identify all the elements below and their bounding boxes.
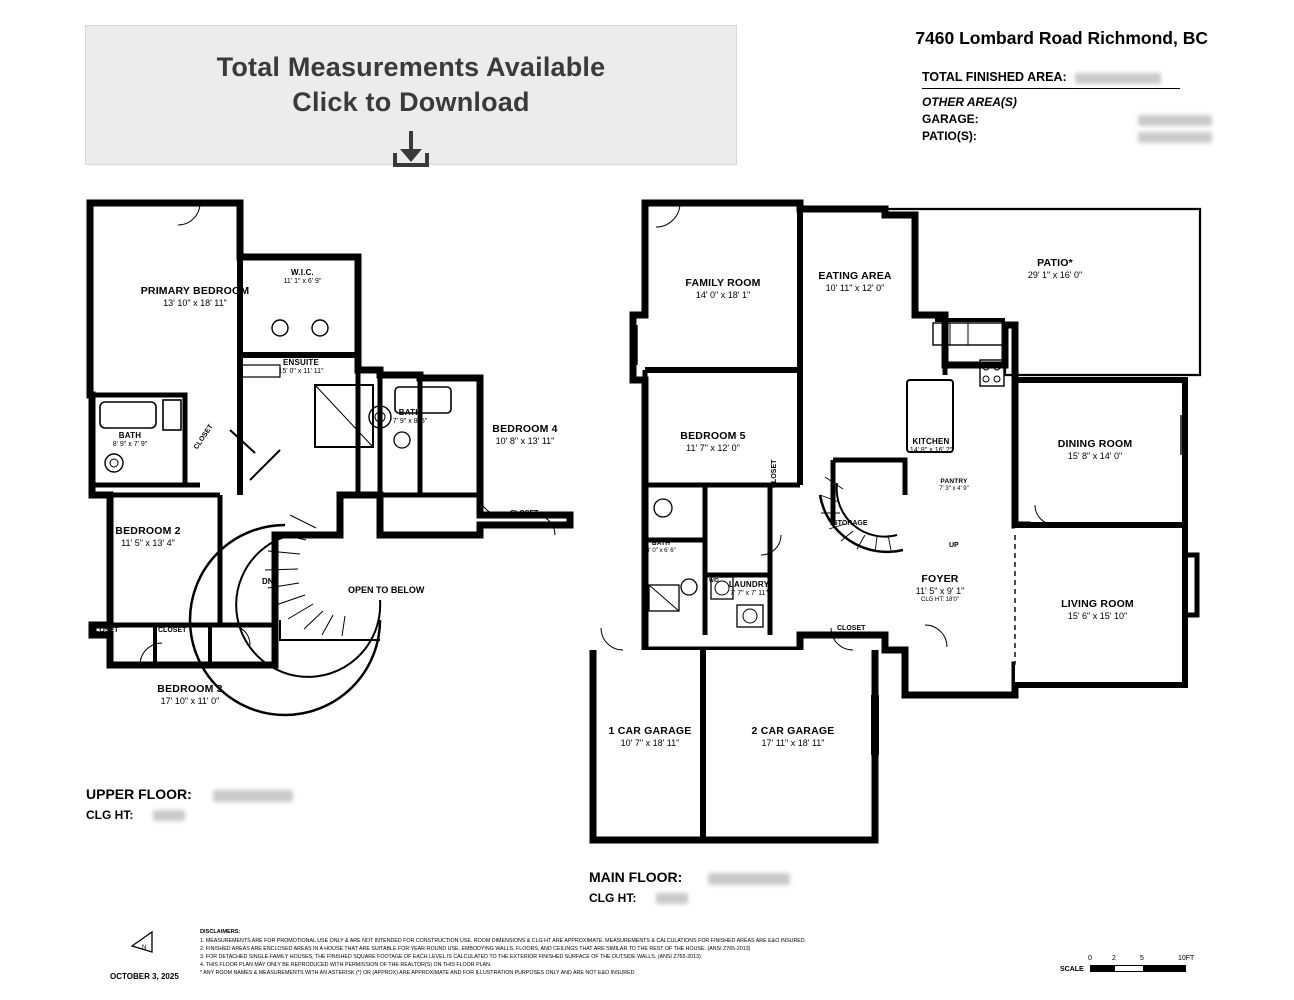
room-patio: PATIO* 29' 1" x 16' 0" — [1027, 257, 1083, 280]
room-1-car-garage: 1 CAR GARAGE 10' 7" x 18' 11" — [608, 725, 692, 748]
garage-label: GARAGE: — [922, 112, 979, 126]
download-measurements-banner[interactable] — [85, 25, 737, 165]
area-divider — [922, 88, 1180, 89]
upper-floor-clg-value — [153, 810, 185, 821]
closet-label-mid: CLOSET — [158, 627, 187, 634]
room-2-car-garage: 2 CAR GARAGE 17' 11" x 18' 11" — [751, 725, 835, 748]
room-family-room: FAMILY ROOM 14' 0" x 18' 1" — [685, 277, 761, 300]
closet-label-entry: CLOSET — [837, 625, 866, 632]
room-foyer: FOYER 11' 5" x 9' 1" CLG HT: 18'0" — [915, 573, 965, 603]
upper-floor-summary-label: UPPER FLOOR: — [86, 786, 192, 802]
main-floor-clg-label: CLG HT: — [589, 891, 637, 905]
open-to-below-label: OPEN TO BELOW — [348, 585, 425, 595]
garage-value — [1138, 115, 1212, 126]
room-dining-room: DINING ROOM 15' 8" x 14' 0" — [1057, 438, 1133, 461]
scale-tick-2: 2 — [1112, 955, 1116, 962]
disclaimer-line-2: 2. FINISHED AREAS ARE ENCLOSED AREAS IN A HOUSE THAT ARE SUITABLE FOR YEAR-ROUND USE, EMBODYING WALLS, FLOORS, AND CEILINGS THAT ARE SIMILAR TO THE REST OF THE HOUSE. (ANSI Z765-2013) — [200, 945, 751, 952]
disclaimer-line-4: 4. THIS FLOOR PLAN MAY ONLY BE REPRODUCED WITH PERMISSION OF THE REALTOR(S) ON THIS FLOOR PLAN. — [200, 962, 492, 969]
upper-floor-summary-value — [213, 790, 293, 802]
patio-label: PATIO(S): — [922, 129, 977, 143]
total-finished-area-row — [922, 70, 1212, 84]
room-bath-main: BATH 8' 0" x 6' 6" — [646, 540, 676, 554]
closet-label-bedroom5: CLOSET — [771, 459, 778, 488]
closet-label-bedroom4: CLOSET — [510, 510, 539, 517]
room-pantry: PANTRY 7' 3" x 4' 9" — [939, 478, 969, 492]
main-floor-summary-label: MAIN FLOOR: — [589, 869, 683, 885]
banner-line-1: Total Measurements Available — [216, 52, 606, 82]
room-kitchen: KITCHEN 14' 8" x 16' 2" — [909, 437, 953, 454]
area-summary-block — [922, 70, 1212, 146]
disclaimers-title: DISCLAIMERS: — [200, 929, 241, 935]
scale-block — [1060, 955, 1230, 975]
stairs-up-label: UP — [949, 542, 959, 549]
total-finished-area-value — [1075, 73, 1161, 84]
disclaimers-block — [200, 928, 960, 978]
room-bath-upper-main: BATH 8' 9" x 7' 9" — [112, 431, 148, 448]
disclaimer-line-3: 3. FOR DETACHED SINGLE-FAMILY HOUSES, THE FINISHED SQUARE FOOTAGE OF EACH LEVEL IS CALCULATED TO THE EXTERIOR FINISHED SURFACE OF THE OUTSIDE WALLS. (ANSI Z765-2013) — [200, 954, 701, 961]
storage-label: STORAGE — [833, 520, 868, 527]
room-bedroom-5: BEDROOM 5 11' 7" x 12' 0" — [680, 430, 746, 453]
disclaimer-line-5: * ANY ROOM NAMES & MEASUREMENTS WITH AN ASTERISK (*) OR (APPROX) ARE APPROXIMATE AND FOR ILLUSTRATION PURPOSES ONLY AND ARE NOT E&O INSURED. — [200, 970, 636, 977]
room-bedroom-3: BEDROOM 3 17' 10" x 11' 0" — [157, 683, 223, 706]
closet-label-left: CLOSET — [90, 627, 119, 634]
plan-date: OCTOBER 3, 2025 — [110, 972, 179, 981]
other-areas-label: OTHER AREA(S) — [922, 95, 1017, 109]
patio-value — [1138, 132, 1212, 143]
scale-tick-5: 5 — [1140, 955, 1144, 962]
room-bedroom-4: BEDROOM 4 10' 8" x 13' 11" — [492, 423, 558, 446]
svg-text:N: N — [142, 945, 147, 951]
banner-line-2: Click to Download — [292, 86, 530, 117]
washer-dryer-label: W/D — [709, 578, 719, 584]
scale-tick-0: 0 — [1088, 955, 1092, 962]
download-arrow-icon[interactable] — [383, 129, 439, 174]
scale-label: SCALE — [1060, 966, 1084, 973]
total-finished-area-label: TOTAL FINISHED AREA: — [922, 70, 1067, 84]
upper-floor-clg-label: CLG HT: — [86, 808, 134, 822]
other-areas-row — [922, 95, 1212, 109]
room-eating-area: EATING AREA 10' 11" x 12' 0" — [818, 270, 892, 293]
scale-ticks — [1060, 955, 1230, 965]
room-bedroom-2: BEDROOM 2 11' 5" x 13' 4" — [115, 525, 181, 548]
main-floor-plan — [585, 195, 1210, 850]
main-floor-summary-value — [708, 873, 790, 885]
room-wic: W.I.C. 11' 1" x 6' 9" — [283, 268, 322, 285]
room-living-room: LIVING ROOM 15' 6" x 15' 10" — [1061, 598, 1134, 621]
garage-area-row — [922, 112, 1212, 126]
room-bath-upper-4pc: BATH 7' 9" x 8' 5" — [392, 408, 428, 425]
scale-bar — [1090, 965, 1186, 972]
main-floor-clg-value — [656, 893, 688, 904]
stairs-down-label: DN — [262, 577, 274, 586]
upper-floor-plan — [80, 195, 590, 775]
room-primary-bedroom: PRIMARY BEDROOM 13' 10" x 18' 11" — [140, 285, 250, 308]
property-address: 7460 Lombard Road Richmond, BC — [915, 28, 1208, 48]
room-ensuite: ENSUITE 15' 0" x 11' 11" — [278, 358, 324, 375]
north-arrow-icon — [128, 930, 160, 969]
closet-label-hall: CLOSET — [193, 423, 215, 451]
scale-tick-10: 10FT — [1178, 955, 1195, 962]
patio-area-row — [922, 129, 1212, 143]
disclaimer-line-1: 1. MEASUREMENTS ARE FOR PROMOTIONAL USE ONLY & ARE NOT INTENDED FOR CONSTRUCTION USE. ROOM DIMENSIONS & CLG HT ARE APPROXIMATE. MEASUREMENTS & CALCULATIONS FOR FINISHED AREAS ARE E&O INSURED. — [200, 937, 807, 944]
room-laundry: LAUNDRY 7' 7" x 7' 11" — [728, 580, 770, 597]
